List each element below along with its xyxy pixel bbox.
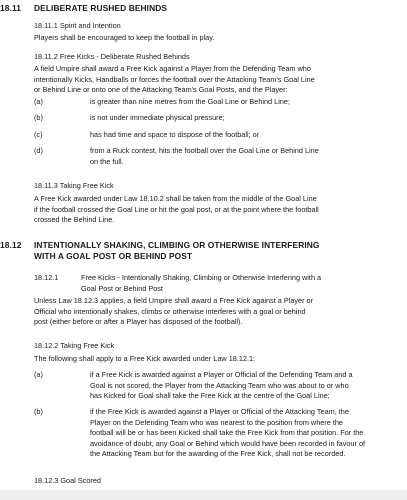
paragraph-text <box>34 296 402 328</box>
list-marker: (b) <box>34 113 43 122</box>
text-line: crossed the Behind Line. <box>34 215 115 225</box>
text-line: Unless Law 18.12.3 applies, a field Umpire shall award a Free Kick against a Player or <box>34 296 314 305</box>
text-line: the Attacking Team but for the awarding of the Free Kick, shall not be recorded. <box>90 449 346 459</box>
list-item-text: has had time and space to dispose of the football; or <box>90 130 260 139</box>
text-line: avoidance of doubt, any Goal or Behind which would have been recorded in favour of <box>90 438 366 448</box>
text-line: has Kicked for Goal shall take the Free Kick at the centre of the Goal Line; <box>90 391 330 401</box>
list-item-text <box>90 370 404 402</box>
subsection-heading-18-11-2: 18.11.2 Free Kicks - Deliberate Rushed Behinds <box>34 52 190 61</box>
text-line: A Free Kick awarded under Law 18.10.2 shall be taken from the middle of the Goal Line <box>34 194 317 203</box>
section-number: 18.11 <box>0 3 21 13</box>
text-line: football will be or has been Kicked shall take the Free Kick from that position. For the <box>90 428 364 438</box>
title-line: Goal Post or Behind Post <box>81 283 163 293</box>
text-line: post (either before or after a Player has disposed of the football). <box>34 317 243 327</box>
list-item-text <box>90 407 404 460</box>
list-marker: (b) <box>34 407 43 416</box>
subsection-heading-18-12-2: 18.12.2 Taking Free Kick <box>34 341 115 350</box>
list-marker: (c) <box>34 130 43 139</box>
section-number: 18.12 <box>0 240 22 250</box>
subsection-heading-18-11-3: 18.11.3 Taking Free Kick <box>34 181 114 190</box>
text-line: Official who intentionally shakes, climbs or otherwise interferes with a goal or behind <box>34 306 306 316</box>
subsection-heading-18-11-1: 18.11.1 Spirit and Intention <box>34 21 121 30</box>
text-line: Player on the Defending Team who was nearest to the position from where the <box>90 417 343 427</box>
title-line: WITH A GOAL POST OR BEHIND POST <box>34 251 193 261</box>
paragraph-text <box>34 64 402 96</box>
page-bottom-strip <box>0 490 407 500</box>
text-line: if the football crossed the Goal Line or hit the goal post, or at the point where the football <box>34 204 319 214</box>
list-marker: (d) <box>34 146 43 155</box>
paragraph-text <box>34 194 402 226</box>
text-line: or Behind Line or onto one of the Attacking Team's Goal Posts, and the Player: <box>34 85 288 95</box>
paragraph-text: The following shall apply to a Free Kick awarded under Law 18.12.1: <box>34 354 256 363</box>
title-line: INTENTIONALLY SHAKING, CLIMBING OR OTHERWISE INTERFERING <box>34 240 320 250</box>
subsection-number: 18.12.1 <box>34 273 59 282</box>
subsection-title <box>81 273 381 294</box>
text-line: if the Free Kick is awarded against a Player or Official of the Attacking Team, the <box>90 407 349 416</box>
text-line: if a Free Kick is awarded against a Player or Official of the Defending Team and a <box>90 370 353 379</box>
list-marker: (a) <box>34 97 43 106</box>
list-item-text: is greater than nine metres from the Goal Line or Behind Line; <box>90 97 290 106</box>
paragraph-text: Players shall be encouraged to keep the football in play. <box>34 33 215 42</box>
list-marker: (a) <box>34 370 43 379</box>
section-title <box>34 240 404 262</box>
text-line: Goal is not scored, the Player from the Attacking Team who was about to or who <box>90 380 349 390</box>
list-item-text <box>90 146 404 167</box>
title-line: Free Kicks - Intentionally Shaking, Climbing or Otherwise Interfering with a <box>81 273 322 282</box>
text-line: A field Umpire shall award a Free Kick against a Player from the Defending Team who <box>34 64 311 73</box>
text-line: intentionally Kicks, Handballs or forces the football over the Attacking Team's Goal Line <box>34 74 315 84</box>
section-title: DELIBERATE RUSHED BEHINDS <box>34 3 168 13</box>
subsection-heading-18-12-3: 18.12.3 Goal Scored <box>34 476 101 485</box>
text-line: from a Ruck contest, hits the football over the Goal Line or Behind Line <box>90 146 319 155</box>
text-line: on the full. <box>90 156 124 166</box>
list-item-text: is not under immediate physical pressure; <box>90 113 225 122</box>
